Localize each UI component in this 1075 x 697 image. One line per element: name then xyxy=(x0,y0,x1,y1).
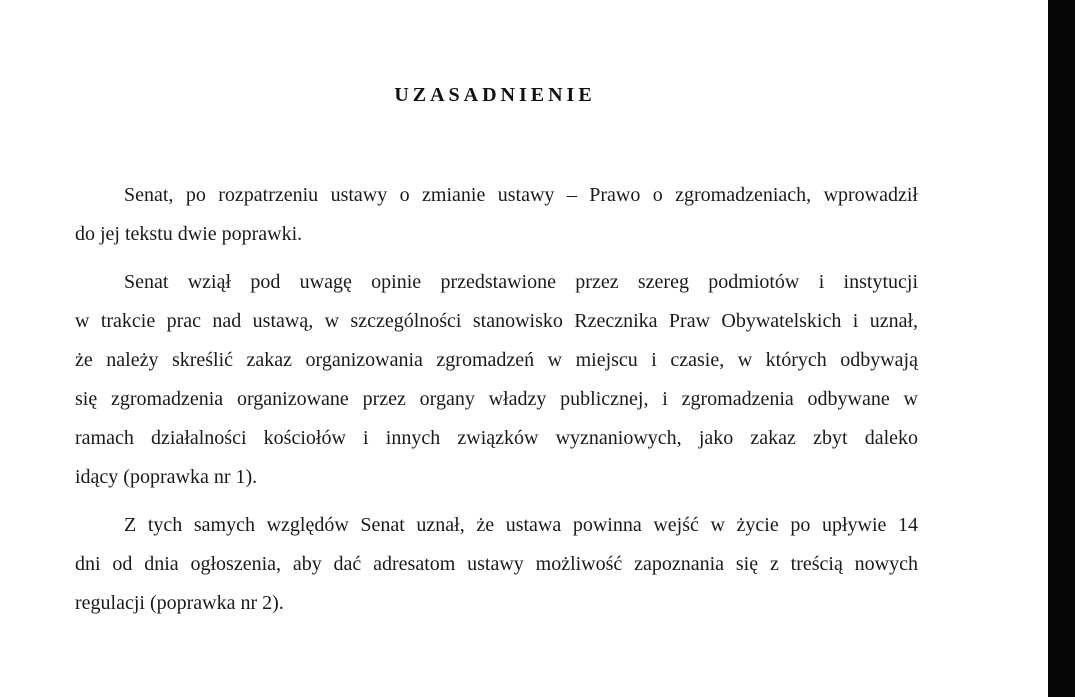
paragraph-2-line-3: że należy skreślić zakaz organizowania zgromadzeń w miejscu i czasie, w których odbywają xyxy=(75,349,918,371)
paragraph-3-line-1: Z tych samych względów Senat uznał, że ustawa powinna wejść w życie po upływie 14 xyxy=(124,514,918,536)
screen-edge-border xyxy=(1048,0,1075,697)
paragraph-2-line-4: się zgromadzenia organizowane przez organy władzy publicznej, i zgromadzenia odbywane w xyxy=(75,388,918,410)
paragraph-3-line-3: regulacji (poprawka nr 2). xyxy=(75,592,284,614)
paragraph-3-line-2: dni od dnia ogłoszenia, aby dać adresatom ustawy możliwość zapoznania się z treścią nowych xyxy=(75,553,918,575)
paragraph-1-line-1: Senat, po rozpatrzeniu ustawy o zmianie ustawy – Prawo o zgromadzeniach, wprowadził xyxy=(124,184,918,206)
paragraph-1-line-2: do jej tekstu dwie poprawki. xyxy=(75,223,303,245)
paragraph-2-line-5: ramach działalności kościołów i innych związków wyznaniowych, jako zakaz zbyt daleko xyxy=(75,427,918,449)
document-title: UZASADNIENIE xyxy=(394,84,596,106)
paragraph-2-line-6: idący (poprawka nr 1). xyxy=(75,466,258,488)
paragraph-2-line-1: Senat wziął pod uwagę opinie przedstawione przez szereg podmiotów i instytucji xyxy=(124,271,918,293)
paragraph-2-line-2: w trakcie prac nad ustawą, w szczególności stanowisko Rzecznika Praw Obywatelskich i uznał, xyxy=(75,310,918,332)
